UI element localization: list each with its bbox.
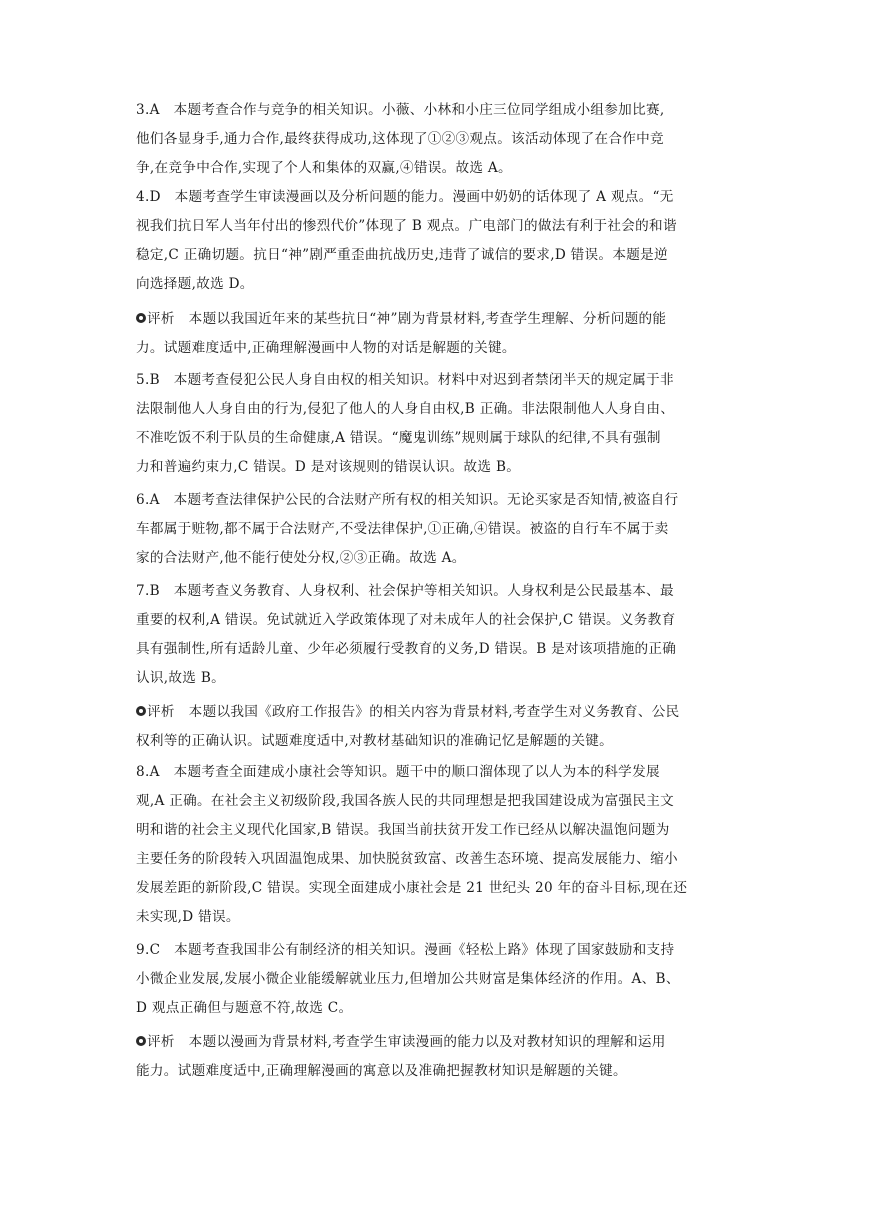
- text-line: 向选择题,故选 D。: [136, 276, 254, 292]
- text-line: 6.A 本题考查法律保护公民的合法财产所有权的相关知识。无论买家是否知情,被盗自行: [136, 492, 679, 508]
- text-line: 小微企业发展,发展小微企业能缓解就业压力,但增加公共财富是集体经济的作用。A、B、: [136, 971, 680, 987]
- text-line: 3.A 本题考查合作与竞争的相关知识。小薇、小林和小庄三位同学组成小组参加比赛,: [136, 102, 665, 118]
- text-line: 争,在竞争中合作,实现了个人和集体的双赢,④错误。故选 A。: [136, 160, 512, 176]
- text-line: 4.D 本题考查学生审读漫画以及分析问题的能力。漫画中奶奶的话体现了 A 观点。“无: [136, 189, 674, 205]
- text-line: 重要的权利,A 错误。免试就近入学政策体现了对未成年人的社会保护,C 错误。义务教育: [136, 612, 676, 628]
- text-line: 力和普遍约束力,C 错误。D 是对该规则的错误认识。故选 B。: [136, 459, 521, 475]
- text-line: 视我们抗日军人当年付出的惨烈代价”体现了 B 观点。广电部门的做法有利于社会的和谐: [136, 218, 677, 234]
- text-line: 主要任务的阶段转入巩固温饱成果、加快脱贫致富、改善生态环境、提高发展能力、缩小: [136, 851, 678, 867]
- evaluation-line: [136, 1032, 666, 1052]
- text-line: 他们各显身手,通力合作,最终获得成功,这体现了①②③观点。该活动体现了在合作中竞: [136, 131, 664, 147]
- evaluation-line: [136, 702, 680, 722]
- text-line: 法限制他人人身自由的行为,侵犯了他人的人身自由权,B 正确。非法限制他人人身自由、: [136, 401, 675, 417]
- text-line: 具有强制性,所有适龄儿童、少年必须履行受教育的义务,D 错误。B 是对该项措施的正确: [136, 641, 677, 657]
- evaluation-text: 评析 本题以漫画为背景材料,考查学生审读漫画的能力以及对教材知识的理解和运用: [147, 1034, 666, 1050]
- evaluation-icon: [136, 706, 146, 716]
- evaluation-icon: [136, 1036, 146, 1046]
- text-line: 稳定,C 正确切题。抗日“神”剧严重歪曲抗战历史,违背了诚信的要求,D 错误。本题是逆: [136, 247, 668, 263]
- text-line: 发展差距的新阶段,C 错误。实现全面建成小康社会是 21 世纪头 20 年的奋斗目标,现在还: [136, 880, 688, 896]
- text-line: 权利等的正确认识。试题难度适中,对教材基础知识的准确记忆是解题的关键。: [136, 733, 614, 749]
- text-line: 7.B 本题考查义务教育、人身权利、社会保护等相关知识。人身权利是公民最基本、最: [136, 583, 674, 599]
- text-line: 观,A 正确。在社会主义初级阶段,我国各族人民的共同理想是把我国建设成为富强民主文: [136, 793, 675, 809]
- text-line: 5.B 本题考查侵犯公民人身自由权的相关知识。材料中对迟到者禁闭半天的规定属于非: [136, 372, 674, 388]
- evaluation-text: 评析 本题以我国近年来的某些抗日“神”剧为背景材料,考查学生理解、分析问题的能: [147, 311, 667, 327]
- text-line: 明和谐的社会主义现代化国家,B 错误。我国当前扶贫开发工作已经从以解决温饱问题为: [136, 822, 670, 838]
- text-line: 认识,故选 B。: [136, 670, 225, 686]
- evaluation-text: 评析 本题以我国《政府工作报告》的相关内容为背景材料,考查学生对义务教育、公民: [147, 704, 680, 720]
- text-line: 8.A 本题考查全面建成小康社会等知识。题干中的顺口溜体现了以人为本的科学发展: [136, 764, 660, 780]
- text-line: 家的合法财产,他不能行使处分权,②③正确。故选 A。: [136, 550, 466, 566]
- text-line: 车都属于赃物,都不属于合法财产,不受法律保护,①正确,④错误。被盗的自行车不属于卖: [136, 521, 669, 537]
- text-line: 未实现,D 错误。: [136, 909, 240, 925]
- text-line: D 观点正确但与题意不符,故选 C。: [136, 1000, 353, 1016]
- text-line: 9.C 本题考查我国非公有制经济的相关知识。漫画《轻松上路》体现了国家鼓励和支持: [136, 942, 675, 958]
- evaluation-line: [136, 309, 666, 329]
- evaluation-icon: [136, 313, 146, 323]
- text-line: 不准吃饭不利于队员的生命健康,A 错误。“魔鬼训练”规则属于球队的纪律,不具有强制: [136, 430, 661, 446]
- text-line: 力。试题难度适中,正确理解漫画中人物的对话是解题的关键。: [136, 340, 516, 356]
- text-line: 能力。试题难度适中,正确理解漫画的寓意以及准确把握教材知识是解题的关键。: [136, 1063, 627, 1079]
